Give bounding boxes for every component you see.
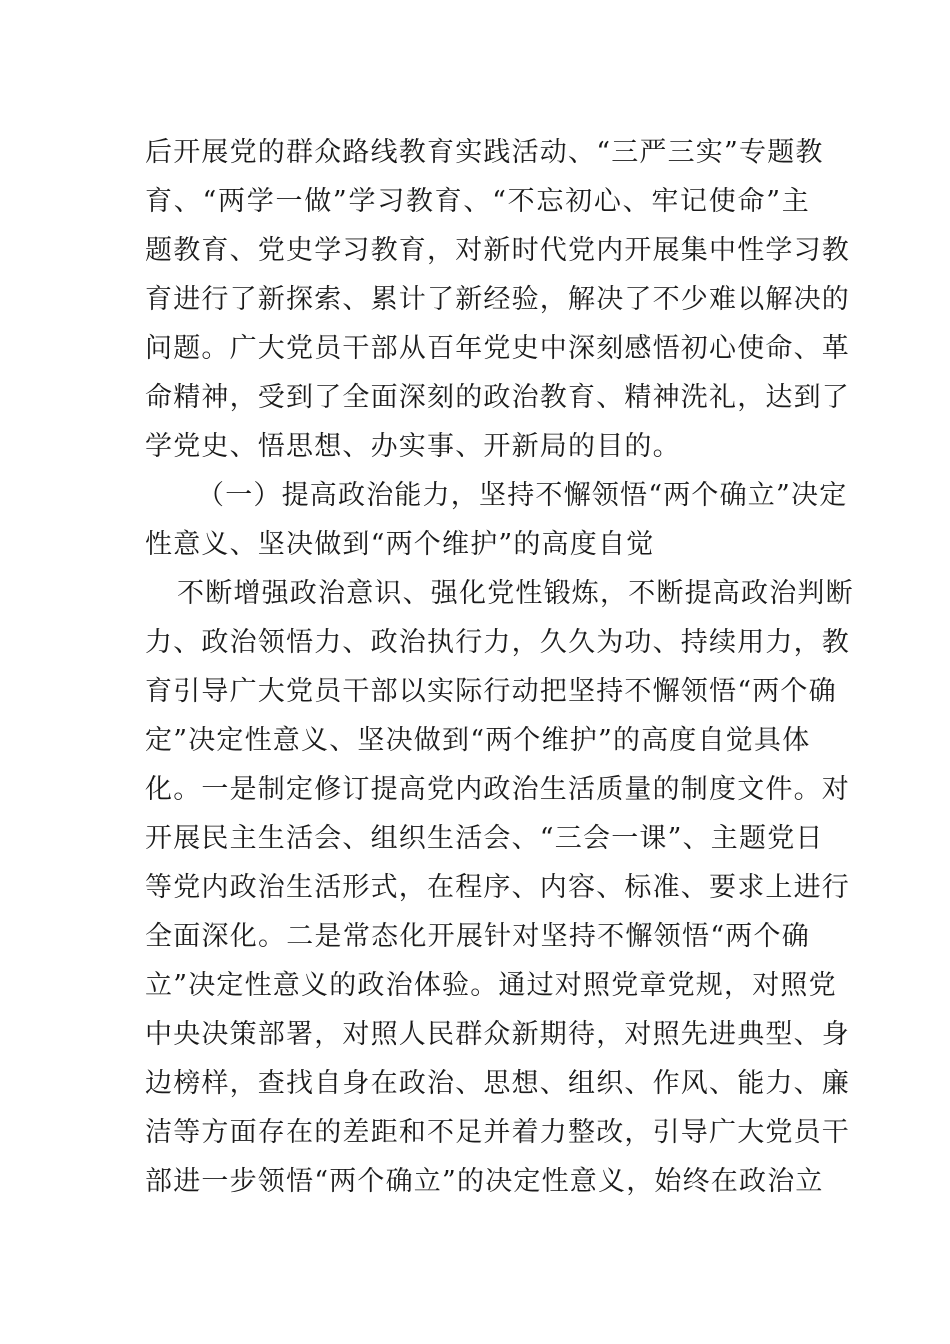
text-line: 育进行了新探索、累计了新经验，解决了不少难以解决的 [145, 284, 850, 315]
text-line: 立”决定性意义的政治体验。通过对照党章党规，对照党 [145, 970, 837, 1001]
text-line: 育、“两学一做”学习教育、“不忘初心、牢记使命”主 [145, 186, 810, 217]
text-line: 学党史、悟思想、办实事、开新局的目的。 [145, 431, 681, 462]
heading-line: 性意义、坚决做到“两个维护”的高度自觉 [145, 529, 655, 560]
paragraph-body-1 [145, 569, 854, 1206]
text-line: 全面深化。二是常态化开展针对坚持不懈领悟“两个确 [145, 921, 810, 952]
text-line: 问题。广大党员干部从百年党史中深刻感悟初心使命、革 [145, 333, 850, 364]
text-line: 后开展党的群众路线教育实践活动、“三严三实”专题教 [145, 137, 824, 168]
text-line: 育引导广大党员干部以实际行动把坚持不懈领悟“两个确 [145, 676, 837, 707]
text-line: 等党内政治生活形式，在程序、内容、标准、要求上进行 [145, 872, 850, 903]
text-line: 不断增强政治意识、强化党性锻炼，不断提高政治判断 [177, 578, 854, 609]
section-heading-1 [145, 471, 848, 569]
text-line: 部进一步领悟“两个确立”的决定性意义，始终在政治立 [145, 1166, 824, 1197]
text-line: 命精神，受到了全面深刻的政治教育、精神洗礼，达到了 [145, 382, 850, 413]
document-body [145, 128, 854, 1206]
text-line: 化。一是制定修订提高党内政治生活质量的制度文件。对 [145, 774, 850, 805]
text-line: 力、政治领悟力、政治执行力，久久为功、持续用力，教 [145, 627, 850, 658]
heading-line: （一）提高政治能力，坚持不懈领悟“两个确立”决定 [197, 480, 848, 511]
text-line: 边榜样，查找自身在政治、思想、组织、作风、能力、廉 [145, 1068, 850, 1099]
text-line: 定”决定性意义、坚决做到“两个维护”的高度自觉具体 [145, 725, 811, 756]
paragraph-intro [145, 128, 850, 471]
text-line: 开展民主生活会、组织生活会、“三会一课”、主题党日 [145, 823, 824, 854]
text-line: 题教育、党史学习教育，对新时代党内开展集中性学习教 [145, 235, 850, 266]
text-line: 洁等方面存在的差距和不足并着力整改，引导广大党员干 [145, 1117, 850, 1148]
text-line: 中央决策部署，对照人民群众新期待，对照先进典型、身 [145, 1019, 850, 1050]
